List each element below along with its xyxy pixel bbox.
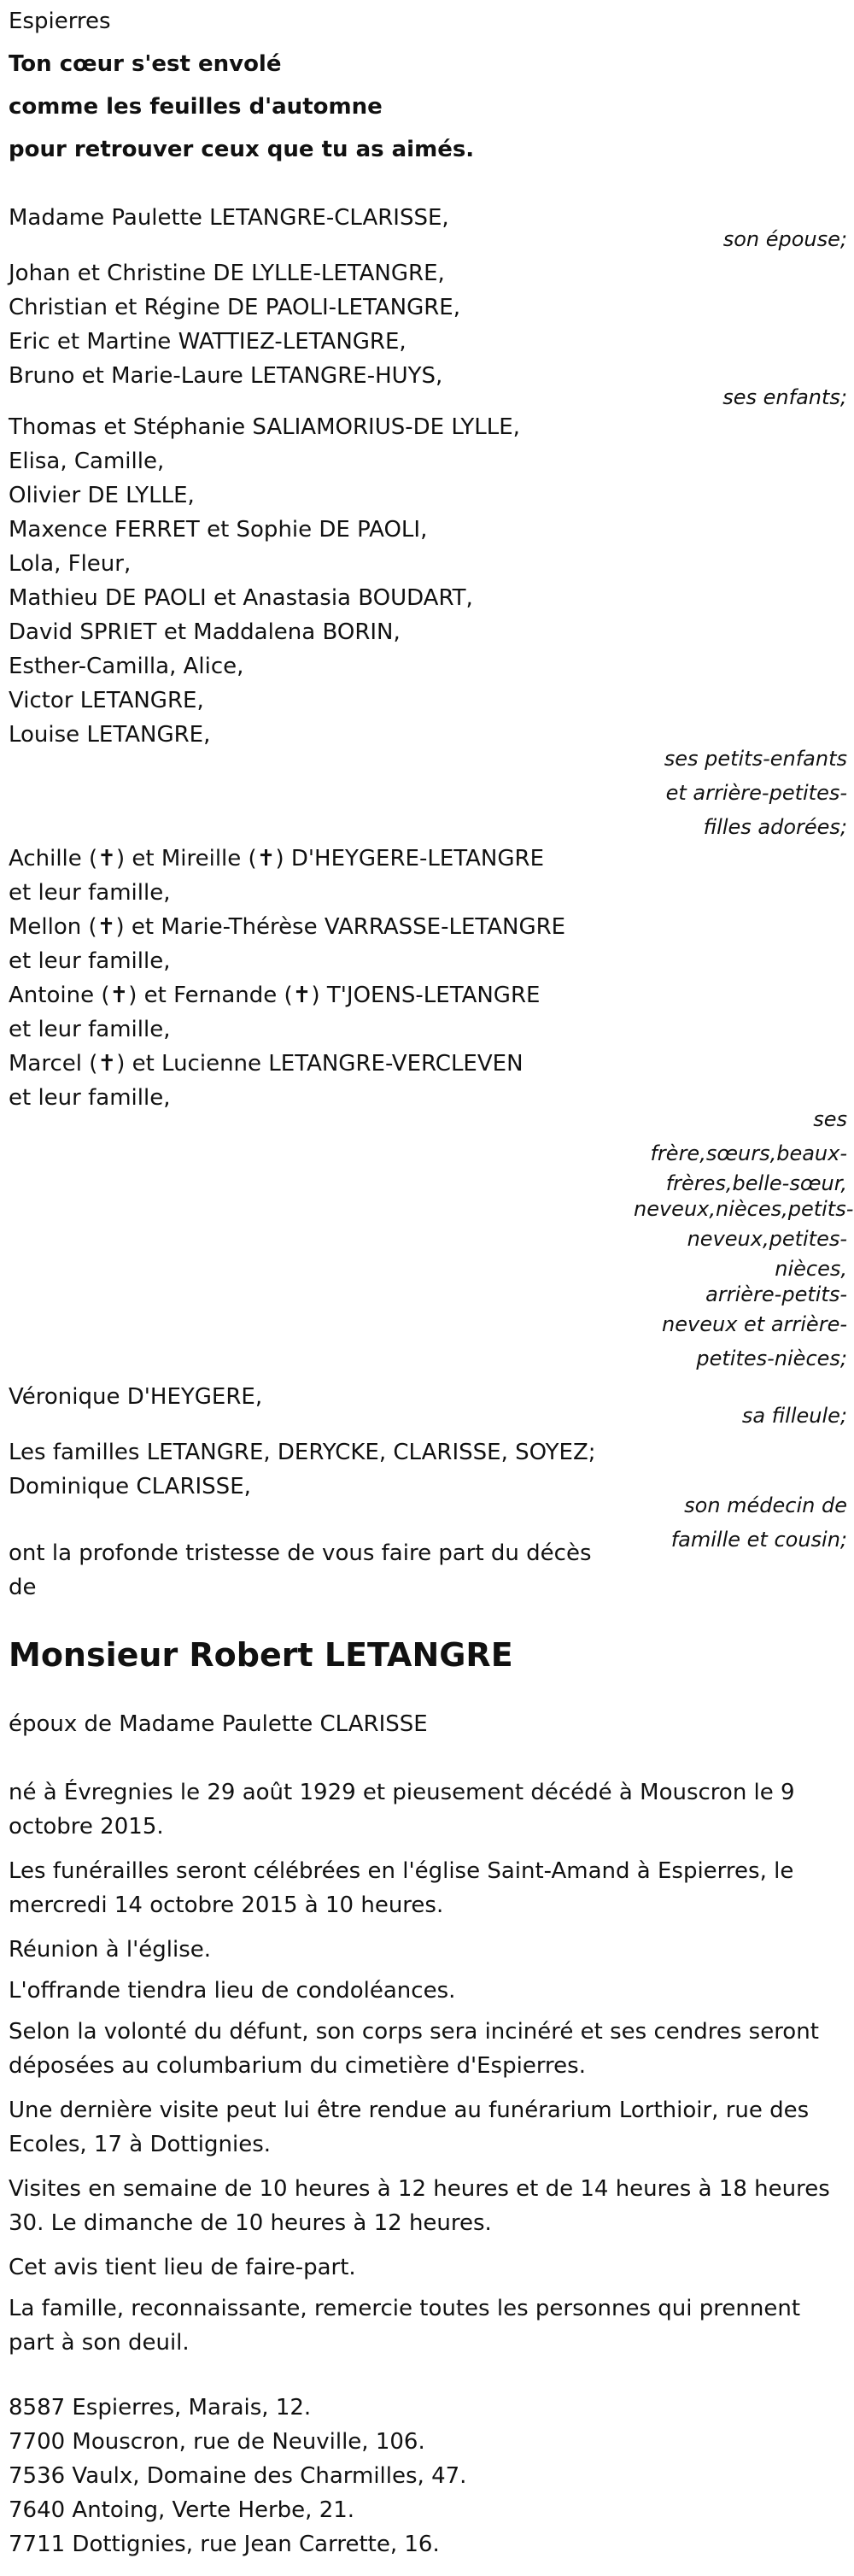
address-line: 7640 Antoing, Verte Herbe, 21. [9, 2497, 355, 2523]
notice-paragraph: Cet avis tient lieu de faire-part. [9, 2255, 356, 2280]
grandchild-line: Thomas et Stéphanie SALIAMORIUS-DE LYLLE, [9, 414, 520, 440]
address-line: 7700 Mouscron, rue de Neuville, 106. [9, 2429, 425, 2455]
sibling-line: Marcel (✝) et Lucienne LETANGRE-VERCLEVEN [9, 1051, 524, 1077]
grandchild-line: David SPRIET et Maddalena BORIN, [9, 619, 401, 645]
visiting-hours-paragraph: Visites en semaine de 10 heures à 12 heures et de 14 heures à 18 heures 30. Le dimanche de 10 heures à 12 heures. [9, 2176, 830, 2236]
sibling-line: et leur famille, [9, 1017, 171, 1042]
goddaughter-role: sa filleule; [741, 1404, 847, 1428]
sibling-line: Mellon (✝) et Marie-Thérèse VARRASSE-LETANGRE [9, 914, 566, 940]
deceased-name: Monsieur Robert LETANGRE [9, 1636, 513, 1674]
sibling-line: et leur famille, [9, 948, 171, 974]
child-line: Bruno et Marie-Laure LETANGRE-HUYS, [9, 363, 443, 389]
child-line: Eric et Martine WATTIEZ-LETANGRE, [9, 329, 407, 355]
poem-line-1: Ton cœur s'est envolé [9, 51, 282, 77]
child-line: Johan et Christine DE LYLLE-LETANGRE, [9, 261, 445, 286]
meeting-paragraph: Réunion à l'église. [9, 1937, 212, 1963]
families-line: Les familles LETANGRE, DERYCKE, CLARISSE, SOYEZ; [9, 1440, 596, 1465]
cremation-paragraph: Selon la volonté du défunt, son corps sera inciné​ré et ses cendres seront déposées au columbarium du cimetière d'Espierres. [9, 2019, 819, 2079]
grandchild-line: Maxence FERRET et Sophie DE PAOLI, [9, 517, 428, 543]
grandchild-line: Esther-Camilla, Alice, [9, 654, 244, 679]
offering-paragraph: L'offrande tiendra lieu de condoléances. [9, 1978, 456, 2004]
spouse-role: son épouse; [722, 227, 847, 251]
funeral-paragraph: Les funérailles seront célébrées en l'église Saint-Amand à Espierres, le mercredi 14 octobre 2015 à 10 heures. [9, 1858, 794, 1918]
address-line: 8587 Espierres, Marais, 12. [9, 2395, 312, 2421]
goddaughter-name: Véronique D'HEYGERE, [9, 1384, 263, 1410]
sibling-line: Antoine (✝) et Fernande (✝) T'JOENS-LETANGRE [9, 983, 541, 1008]
children-role: ses enfants; [722, 385, 847, 409]
sibling-line: et leur famille, [9, 880, 171, 906]
address-line: 7711 Dottignies, rue Jean Carrette, 16. [9, 2532, 440, 2557]
birth-death-paragraph: né à Évregnies le 29 août 1929 et pieusement décédé à Mouscron le 9 octobre 2015. [9, 1780, 795, 1840]
deceased-spouse-line: époux de Madame Paulette CLARISSE [9, 1711, 428, 1737]
announcement-line-1: ont la profonde tristesse de vous faire part du décès [9, 1540, 592, 1566]
visit-paragraph: Une dernière visite peut lui être rendue au funérarium Lorthioir, rue des Ecoles, 17 à Dottignies. [9, 2098, 810, 2157]
spouse-name: Madame Paulette LETANGRE-CLARISSE, [9, 205, 449, 231]
grandchildren-role: ses petits-enfants et arrière-petites- filles adorées; [664, 747, 847, 839]
families-line: Dominique CLARISSE, [9, 1474, 251, 1499]
siblings-role: ses frère,sœurs,beaux- frères,belle-sœur, neveux,nièces,petits- neveux,petites- nièces, arrière-petits- neveux et arrière- petites-nièces; [634, 1107, 854, 1370]
address-line: 7536 Vaulx, Domaine des Charmilles, 47. [9, 2463, 467, 2489]
grandchild-line: Mathieu DE PAOLI et Anastasia BOUDART, [9, 585, 473, 611]
grandchild-line: Louise LETANGRE, [9, 722, 211, 748]
grandchild-line: Elisa, Camille, [9, 449, 165, 474]
poem-line-2: comme les feuilles d'automne [9, 94, 383, 120]
poem-line-3: pour retrouver ceux que tu as aimés. [9, 137, 475, 162]
doctor-role: son médecin de famille et cousin; [670, 1493, 847, 1552]
child-line: Christian et Régine DE PAOLI-LETANGRE, [9, 295, 460, 320]
announcement-line-2: de [9, 1575, 37, 1600]
grandchild-line: Lola, Fleur, [9, 551, 132, 577]
grandchild-line: Victor LETANGRE, [9, 688, 204, 713]
grandchild-line: Olivier DE LYLLE, [9, 483, 195, 508]
sibling-line: Achille (✝) et Mireille (✝) D'HEYGERE-LETANGRE [9, 846, 544, 871]
town-line: Espierres [9, 9, 111, 34]
thanks-paragraph: La famille, reconnaissante, remercie toutes les personnes qui prennent part à son deuil. [9, 2296, 801, 2356]
sibling-line: et leur famille, [9, 1085, 171, 1111]
